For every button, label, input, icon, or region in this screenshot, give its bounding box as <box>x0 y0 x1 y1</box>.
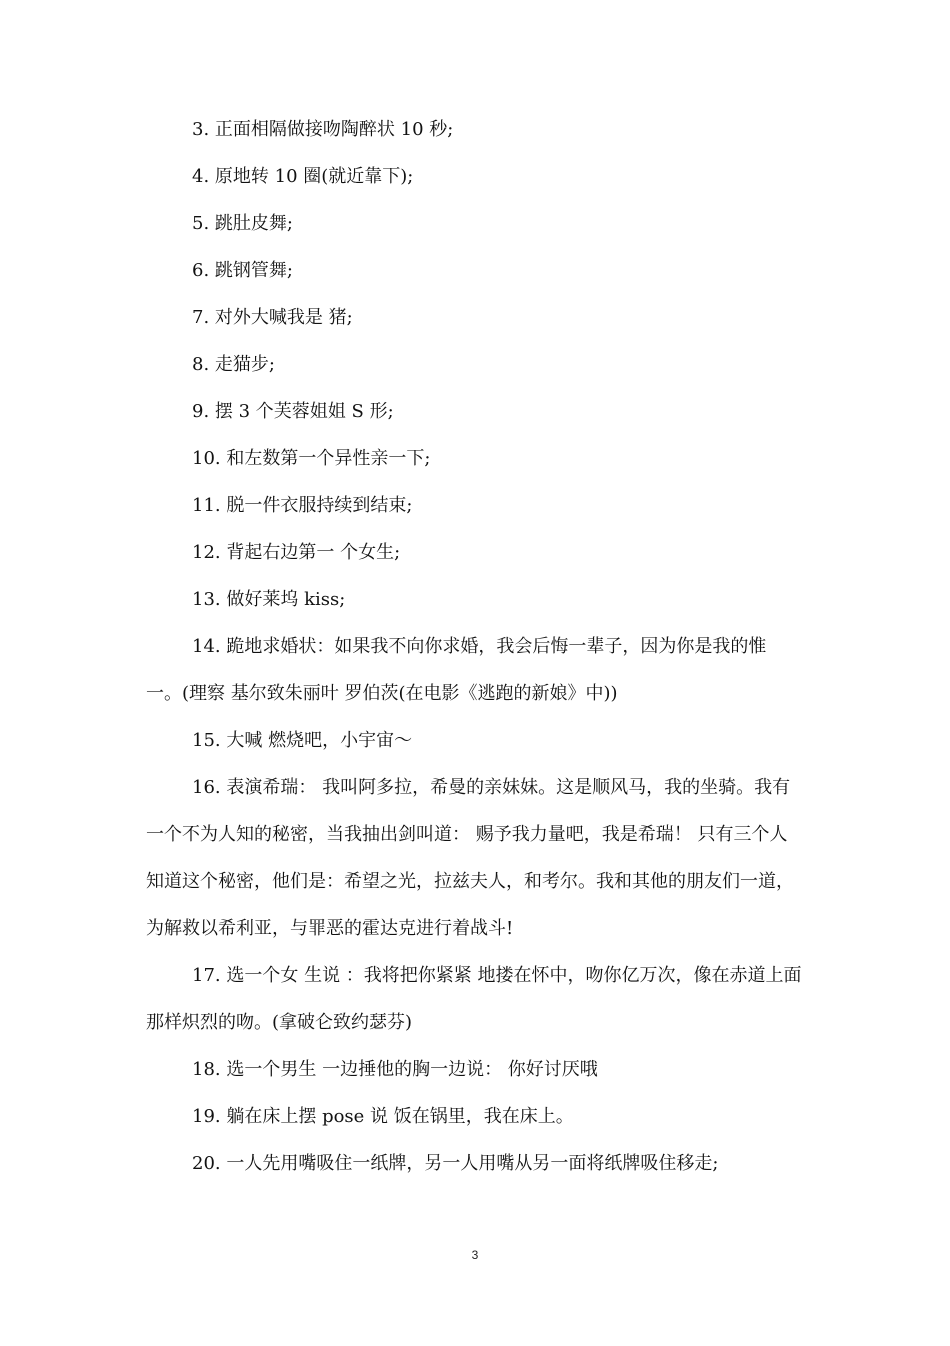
list-item: 9. 摆 3 个芙蓉姐姐 S 形; <box>192 401 394 422</box>
list-item: 12. 背起右边第一 个女生; <box>192 542 401 563</box>
list-item: 8. 走猫步; <box>192 354 275 375</box>
list-item: 7. 对外大喊我是 猪; <box>192 307 353 328</box>
list-item: 13. 做好莱坞 kiss; <box>192 589 346 610</box>
list-item: 16. 表演希瑞： 我叫阿多拉，希曼的亲妹妹。这是顺风马，我的坐骑。我有一个不为人知的秘密，当我抽出剑叫道： 赐予我力量吧，我是希瑞！ 只有三个人知道这个秘密，他们是：希望之光，拉兹夫人，和考尔。我和其他的朋友们一道，为解救以希利亚，与罪恶的霍达克进行着战斗! <box>146 777 794 939</box>
list-item: 15. 大喊 燃烧吧，小宇宙～ <box>192 730 413 751</box>
list-item: 19. 躺在床上摆 pose 说 饭在锅里，我在床上。 <box>192 1106 574 1127</box>
document-body <box>146 106 802 1187</box>
list-item: 3. 正面相隔做接吻陶醉状 10 秒; <box>192 119 454 140</box>
list-item: 5. 跳肚皮舞; <box>192 213 293 234</box>
list-item: 6. 跳钢管舞; <box>192 260 293 281</box>
list-item: 4. 原地转 10 圈(就近靠下); <box>192 166 414 187</box>
list-item: 17. 选一个女 生说 ：我将把你紧紧 地搂在怀中，吻你亿万次，像在赤道上面那样炽烈的吻。(拿破仑致约瑟芬) <box>146 965 802 1033</box>
list-item: 20. 一人先用嘴吸住一纸牌，另一人用嘴从另一面将纸牌吸住移走; <box>192 1153 719 1174</box>
list-item: 11. 脱一件衣服持续到结束; <box>192 495 413 516</box>
list-item: 14. 跪地求婚状：如果我不向你求婚，我会后悔一辈子，因为你是我的惟一。(理察 基尔致朱丽叶 罗伯茨(在电影《逃跑的新娘》中)) <box>146 636 767 704</box>
list-item: 18. 选一个男生 一边捶他的胸一边说： 你好讨厌哦 <box>192 1059 598 1080</box>
list-item: 10. 和左数第一个异性亲一下; <box>192 448 431 469</box>
page-number: 3 <box>471 1248 479 1262</box>
